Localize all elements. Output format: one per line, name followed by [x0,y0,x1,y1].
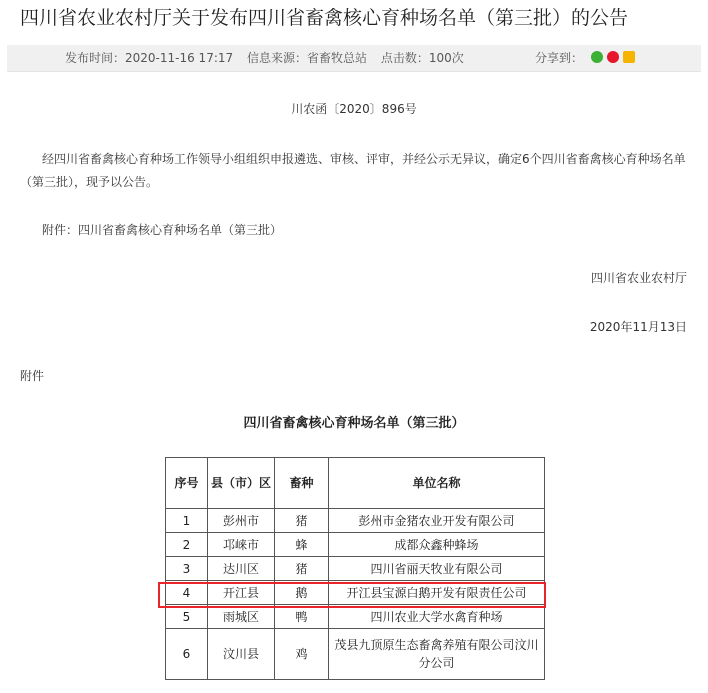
info-source: 信息来源：省畜牧总站 [246,51,367,65]
cell-unit-name: 成都众鑫种蜂场 [329,533,545,557]
click-count: 点击数：100次 [380,51,464,65]
cell-species: 鸭 [275,605,329,629]
cell-unit-name: 四川省丽天牧业有限公司 [329,557,545,581]
cell-index: 6 [166,629,208,680]
wechat-icon[interactable] [591,51,603,63]
share-icons [591,51,635,63]
document-number: 川农函〔2020〕896号 [291,102,417,116]
cell-index: 3 [166,557,208,581]
table-row [166,629,545,680]
cell-species: 蜂 [275,533,329,557]
cell-index: 2 [166,533,208,557]
signer: 四川省农业农村厅 [590,271,687,285]
attachment-line: 附件：四川省畜禽核心育种场名单（第三批） [42,223,283,237]
cell-county: 雨城区 [208,605,275,629]
table-row [166,509,545,533]
cell-species: 鸡 [275,629,329,680]
issue-date: 2020年11月13日 [589,320,687,334]
annex-label: 附件 [20,369,45,383]
cell-county: 邛崃市 [208,533,275,557]
cell-species: 猪 [275,557,329,581]
cell-county: 汶川县 [208,629,275,680]
table-row [166,533,545,557]
cell-species: 猪 [275,509,329,533]
share-label: 分享到： [534,51,583,65]
table-header-row [166,458,545,509]
cell-county: 彭州市 [208,509,275,533]
cell-unit-name: 彭州市金猪农业开发有限公司 [329,509,545,533]
table-row [166,557,545,581]
cell-unit-name: 开江县宝源白鹅开发有限责任公司 [329,581,545,605]
table-title: 四川省畜禽核心育种场名单（第三批） [243,416,465,431]
breeding-farm-table [165,457,545,680]
article-meta-bar [7,45,701,72]
table-row-highlighted [166,581,545,605]
cell-species: 鹅 [275,581,329,605]
weibo-icon[interactable] [607,51,619,63]
cell-index: 4 [166,581,208,605]
header-county: 县（市）区 [208,458,275,509]
publish-time: 发布时间：2020-11-16 17:17 [65,51,234,65]
header-index: 序号 [166,458,208,509]
cell-unit-name: 茂县九顶原生态畜禽养殖有限公司汶川分公司 [329,629,545,680]
table-row [166,605,545,629]
qzone-icon[interactable] [623,51,635,63]
header-unit-name: 单位名称 [329,458,545,509]
cell-county: 开江县 [208,581,275,605]
cell-index: 5 [166,605,208,629]
header-species: 畜种 [275,458,329,509]
meta-info [65,45,474,71]
cell-index: 1 [166,509,208,533]
article-title: 四川省农业农村厅关于发布四川省畜禽核心育种场名单（第三批）的公告 [20,7,629,29]
body-paragraph: 经四川省畜禽核心育种场工作领导小组组织申报遴选、审核、评审，并经公示无异议，确定6个四川省畜禽核心育种场名单（第三批），现予以公告。 [20,152,686,189]
cell-unit-name: 四川农业大学水禽育种场 [329,605,545,629]
cell-county: 达川区 [208,557,275,581]
